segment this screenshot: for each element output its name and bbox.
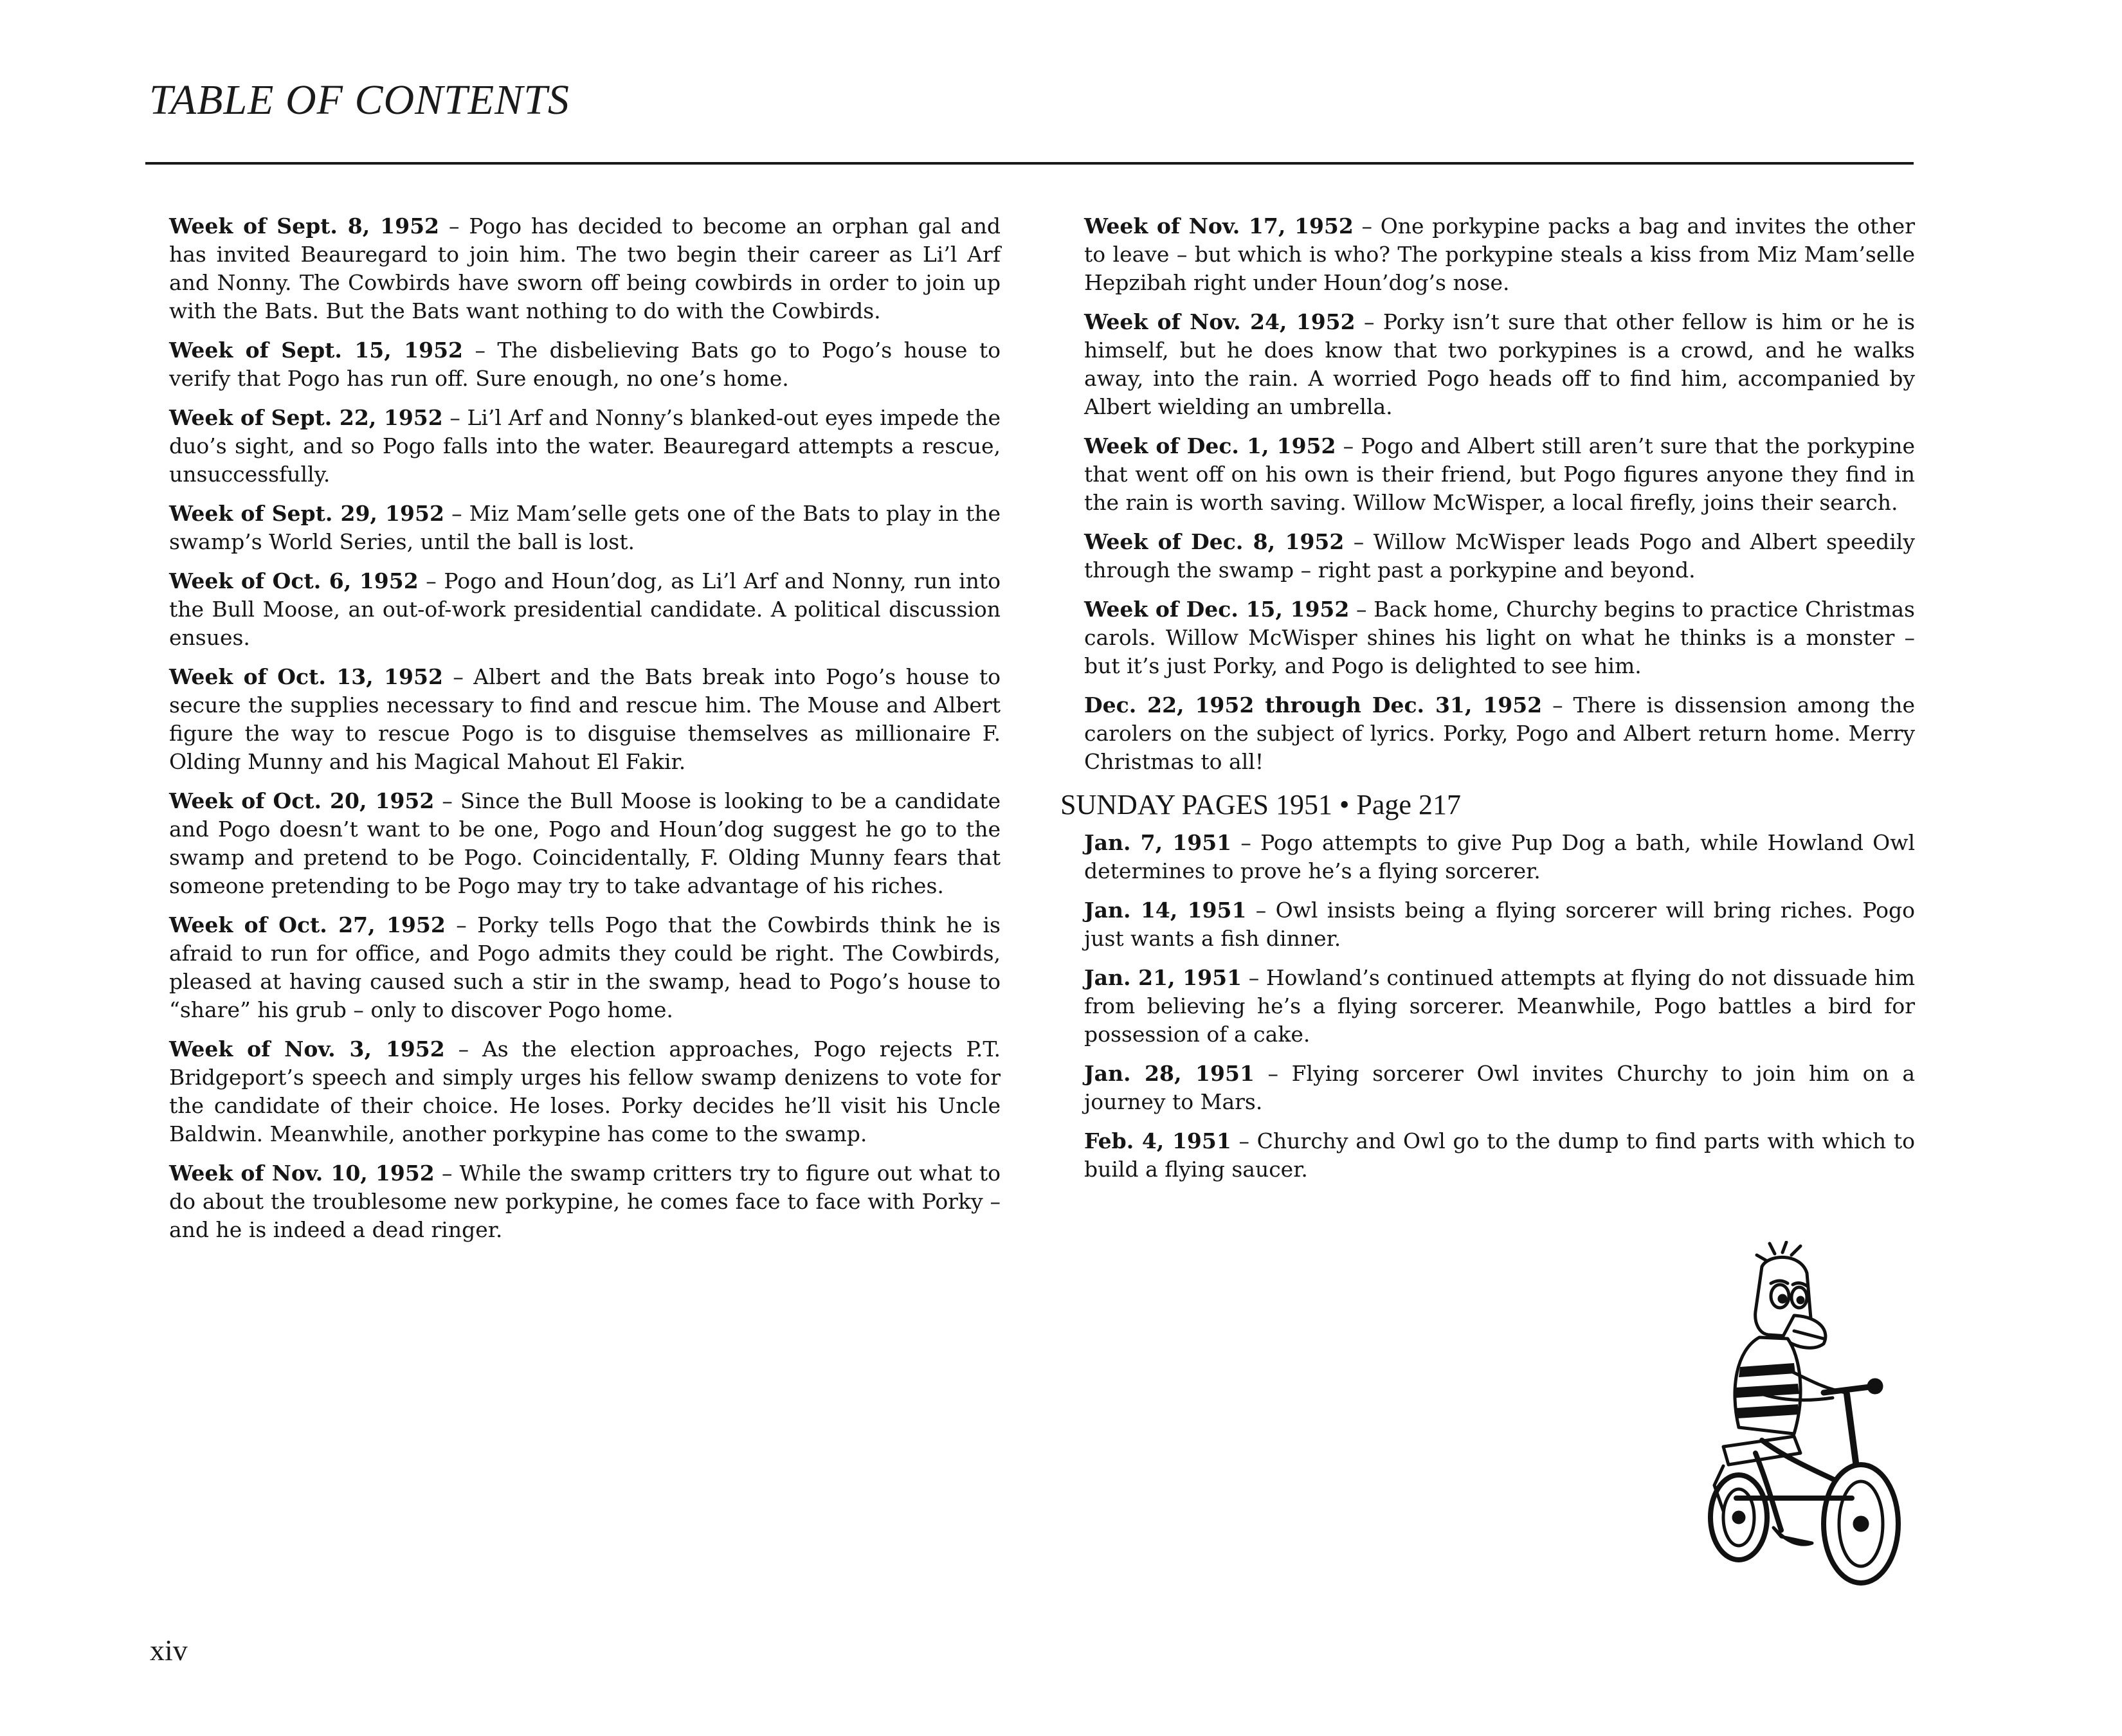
entry-text: Pogo attempts to give Pup Dog a bath, while Howland Owl determines to prove he’s a flying sorcerer.	[1084, 830, 1915, 883]
entry-separator: –	[448, 213, 460, 239]
toc-entry	[169, 212, 1001, 325]
entry-text: Owl insists being a flying sorcerer will bring riches. Pogo just wants a fish dinner.	[1084, 898, 1915, 951]
toc-entry	[169, 500, 1001, 556]
toc-entry	[1084, 829, 1915, 885]
entry-separator: –	[1255, 898, 1267, 923]
entry-date: Jan. 21, 1951	[1084, 965, 1242, 990]
entry-separator: –	[441, 1161, 453, 1186]
entry-separator: –	[453, 664, 464, 689]
entry-text: Flying sorcerer Owl invites Churchy to join him on a journey to Mars.	[1084, 1061, 1915, 1114]
toc-entry	[169, 1035, 1001, 1148]
entry-text: Back home, Churchy begins to practice Christmas carols. Willow McWisper shines his light on what he thinks is a monster – but it’s just Porky, and Pogo is delighted to see him.	[1084, 597, 1915, 678]
toc-entry	[1084, 308, 1915, 421]
entry-separator: –	[456, 912, 467, 937]
entry-separator: –	[1363, 309, 1375, 334]
toc-entry	[1084, 964, 1915, 1049]
toc-entry	[169, 567, 1001, 652]
entry-text: Pogo has decided to become an orphan gal and has invited Beauregard to join him. The two begin their career as Li’l Arf and Nonny. The Cowbirds have sworn off being cowbirds in order to join up with the Bats. But the Bats want nothing to do with the Cowbirds.	[169, 213, 1001, 323]
entry-text: The disbelieving Bats go to Pogo’s house to verify that Pogo has run off. Sure enough, no one’s home.	[169, 338, 1001, 391]
entry-date: Week of Dec. 8, 1952	[1084, 529, 1345, 554]
entry-date: Week of Sept. 8, 1952	[169, 213, 440, 239]
entry-separator: –	[475, 338, 485, 363]
entry-date: Week of Nov. 17, 1952	[1084, 213, 1354, 239]
toc-entry	[1084, 1127, 1915, 1184]
entry-date: Feb. 4, 1951	[1084, 1128, 1231, 1153]
toc-entry	[1084, 691, 1915, 776]
entry-date: Week of Sept. 22, 1952	[169, 405, 443, 430]
entry-date: Week of Nov. 24, 1952	[1084, 309, 1356, 334]
entry-date: Week of Nov. 10, 1952	[169, 1161, 435, 1186]
section-header-sunday-pages: SUNDAY PAGES 1951 • Page 217	[1060, 789, 1461, 820]
entry-separator: –	[458, 1036, 469, 1062]
toc-entry	[169, 1159, 1001, 1244]
page-number: xiv	[150, 1634, 188, 1667]
toc-entry	[169, 787, 1001, 900]
entry-text: One porkypine packs a bag and invites the other to leave – but which is who? The porkypine steals a kiss from Miz Mam’selle Hepzibah right under Houn’dog’s nose.	[1084, 213, 1915, 295]
entry-date: Week of Oct. 6, 1952	[169, 568, 419, 593]
entry-date: Week of Dec. 1, 1952	[1084, 433, 1336, 458]
toc-entry	[169, 404, 1001, 489]
entry-separator: –	[1248, 965, 1260, 990]
toc-entry	[169, 336, 1001, 393]
entry-text: Albert and the Bats break into Pogo’s house to secure the supplies necessary to find and rescue him. The Mouse and Albert figure the way to rescue Pogo is to disguise themselves as millionaire F. Olding Munny and his Magical Mahout El Fakir.	[169, 664, 1001, 774]
duck-on-tricycle-illustration	[1698, 1241, 1916, 1601]
right-column	[1060, 212, 1916, 1195]
entry-date: Jan. 7, 1951	[1084, 830, 1232, 855]
entry-date: Week of Nov. 3, 1952	[169, 1036, 445, 1062]
entry-separator: –	[1267, 1061, 1278, 1086]
entry-text: Churchy and Owl go to the dump to find parts with which to build a flying saucer.	[1084, 1128, 1915, 1182]
entry-text: Howland’s continued attempts at flying do not dissuade him from believing he’s a flying sorcerer. Meanwhile, Pogo battles a bird for possession of a cake.	[1084, 965, 1915, 1047]
entry-text: Since the Bull Moose is looking to be a candidate and Pogo doesn’t want to be one, Pogo and Houn’dog suggest he go to the swamp and pretend to be Pogo. Coincidentally, F. Olding Munny fears that someone pretending to be Pogo may try to take advantage of his riches.	[169, 788, 1001, 898]
toc-entry	[1084, 1060, 1915, 1116]
entry-separator: –	[449, 405, 460, 430]
toc-entry	[1084, 595, 1915, 680]
entry-separator: –	[1343, 433, 1354, 458]
entry-separator: –	[426, 568, 437, 593]
entry-text: Pogo and Houn’dog, as Li’l Arf and Nonny, run into the Bull Moose, an out-of-work presidential candidate. A political discussion ensues.	[169, 568, 1001, 650]
entry-separator: –	[1238, 1128, 1249, 1153]
entry-separator: –	[442, 788, 453, 813]
entry-text: There is dissension among the carolers on the subject of lyrics. Porky, Pogo and Albert return home. Merry Christmas to all!	[1084, 692, 1915, 774]
entry-text: Porky tells Pogo that the Cowbirds think he is afraid to run for office, and Pogo admits they could be right. The Cowbirds, pleased at having caused such a stir in the swamp, head to Pogo’s house to “share” his grub – only to discover Pogo home.	[169, 912, 1001, 1022]
entry-date: Week of Oct. 20, 1952	[169, 788, 435, 813]
entry-date: Week of Oct. 13, 1952	[169, 664, 443, 689]
entry-text: As the election approaches, Pogo rejects P.T. Bridgeport’s speech and simply urges his fellow swamp denizens to vote for the candidate of their choice. He loses. Porky decides he’ll visit his Uncle Baldwin. Meanwhile, another porkypine has come to the swamp.	[169, 1036, 1001, 1146]
toc-entry	[169, 911, 1001, 1024]
left-column	[169, 212, 1001, 1255]
entry-text: Pogo and Albert still aren’t sure that the porkypine that went off on his own is their friend, but Pogo figures anyone they find in the rain is worth saving. Willow McWisper, a local firefly, joins their search.	[1084, 433, 1915, 515]
entry-separator: –	[1353, 529, 1365, 554]
entry-date: Jan. 28, 1951	[1084, 1061, 1255, 1086]
entry-date: Week of Oct. 27, 1952	[169, 912, 446, 937]
toc-entry	[1084, 432, 1915, 517]
toc-entry	[1084, 896, 1915, 953]
entry-separator: –	[1552, 692, 1563, 718]
entry-separator: –	[1356, 597, 1367, 622]
entry-separator: –	[451, 501, 462, 526]
entry-date: Dec. 22, 1952 through Dec. 31, 1952	[1084, 692, 1543, 718]
entry-date: Week of Sept. 29, 1952	[169, 501, 444, 526]
title-divider	[145, 162, 1914, 165]
toc-entry	[169, 663, 1001, 776]
entry-text: Miz Mam’selle gets one of the Bats to play in the swamp’s World Series, until the ball is lost.	[169, 501, 1001, 554]
entry-separator: –	[1361, 213, 1373, 239]
entry-date: Week of Sept. 15, 1952	[169, 338, 464, 363]
toc-entry	[1084, 212, 1915, 297]
entry-text: Willow McWisper leads Pogo and Albert speedily through the swamp – right past a porkypine and beyond.	[1084, 529, 1915, 583]
entry-text: Li’l Arf and Nonny’s blanked-out eyes impede the duo’s sight, and so Pogo falls into the water. Beauregard attempts a rescue, unsuccessfully.	[169, 405, 1001, 487]
entry-text: While the swamp critters try to figure out what to do about the troublesome new porkypine, he comes face to face with Porky – and he is indeed a dead ringer.	[169, 1161, 1001, 1242]
entry-text: Porky isn’t sure that other fellow is him or he is himself, but he does know that two porkypines is a crowd, and he walks away, into the rain. A worried Pogo heads off to find him, accompanied by Albert wielding an umbrella.	[1084, 309, 1916, 419]
toc-entry	[1084, 528, 1915, 584]
entry-date: Jan. 14, 1951	[1084, 898, 1247, 923]
entry-separator: –	[1240, 830, 1251, 855]
page-title: TABLE OF CONTENTS	[149, 77, 570, 123]
entry-date: Week of Dec. 15, 1952	[1084, 597, 1350, 622]
